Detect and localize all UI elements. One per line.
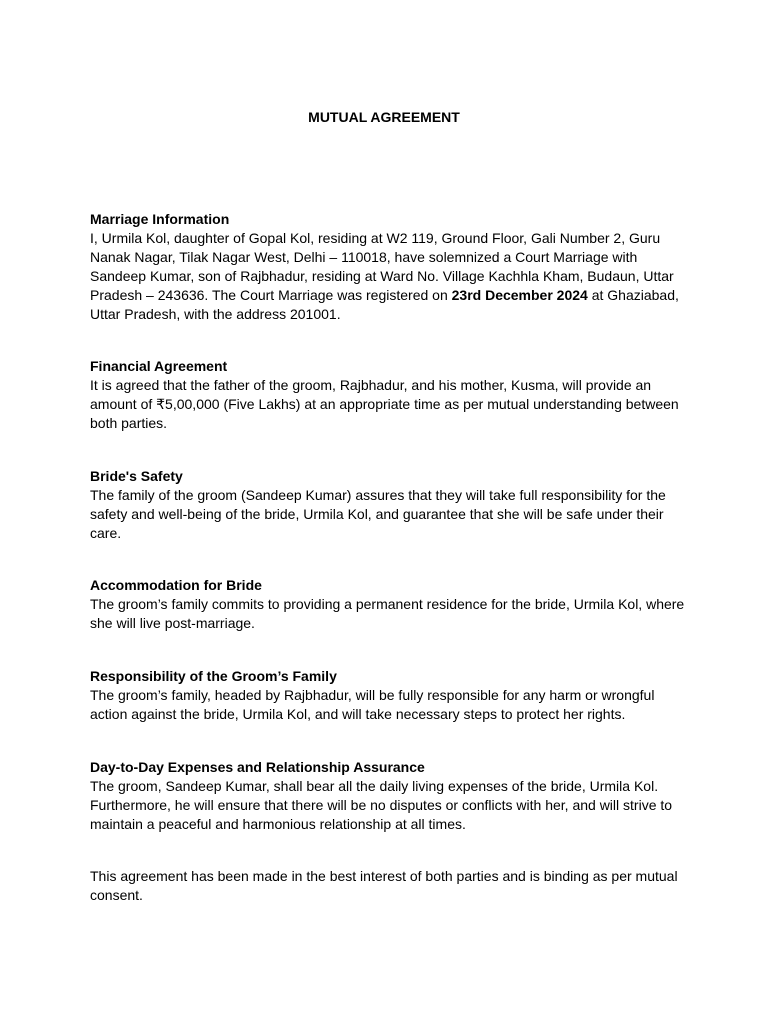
section-body: It is agreed that the father of the groom, Rajbhadur, and his mother, Kusma, will provide an amount of ₹5,00,000 (Five Lakhs) at an appropriate time as per mutual understanding between both parties. — [90, 377, 679, 431]
section-heading: Accommodation for Bride — [90, 577, 262, 593]
section-heading: Financial Agreement — [90, 358, 228, 374]
section-body: The groom’s family, headed by Rajbhadur, will be fully responsible for any harm or wrongful action against the bride, Urmila Kol, and will take necessary steps to protect her rights. — [90, 687, 655, 722]
section-heading: Marriage Information — [90, 211, 230, 227]
section-groom-family-responsibility — [90, 667, 690, 724]
section-body: The groom’s family commits to providing a permanent residence for the bride, Urmila Kol, where she will live post-marriage. — [90, 596, 685, 631]
section-body — [90, 229, 690, 324]
section-body: The family of the groom (Sandeep Kumar) assures that they will take full responsibility for the safety and well-being of the bride, Urmila Kol, and guarantee that she will be safe under their care. — [90, 487, 666, 541]
section-accommodation — [90, 576, 690, 633]
section-marriage-information — [90, 210, 690, 324]
section-expenses-relationship — [90, 758, 690, 834]
section-heading: Bride's Safety — [90, 468, 183, 484]
section-body: The groom, Sandeep Kumar, shall bear all the daily living expenses of the bride, Urmila Kol. Furthermore, he will ensure that there will be no disputes or conflicts with her, and will strive to maintain a peaceful and harmonious relationship at all times. — [90, 778, 673, 832]
document-title: MUTUAL AGREEMENT — [308, 109, 460, 125]
section-heading: Day-to-Day Expenses and Relationship Assurance — [90, 759, 425, 775]
section-brides-safety — [90, 467, 690, 543]
body-text: I, Urmila Kol, daughter of Gopal Kol, residing at W2 119, Ground Floor, Gali Number 2, Guru Nanak Nagar, Tilak Nagar West, Delhi – 110018, have solemnized a Court Marriage with Sandeep Kumar, son of Rajbhadur, residing at Ward No. Village Kachhla Kham, Budaun, Uttar Pradesh – 243636. The Court Marriage was registered on — [90, 230, 674, 303]
section-financial-agreement — [90, 357, 690, 433]
section-heading: Responsibility of the Groom’s Family — [90, 668, 337, 684]
section-closing-statement — [90, 867, 690, 905]
body-text: at Ghaziabad, Uttar Pradesh, with the address 201001. — [90, 287, 679, 322]
closing-text: This agreement has been made in the best interest of both parties and is binding as per mutual consent. — [90, 868, 678, 903]
registration-date: 23rd December 2024 — [451, 287, 588, 303]
